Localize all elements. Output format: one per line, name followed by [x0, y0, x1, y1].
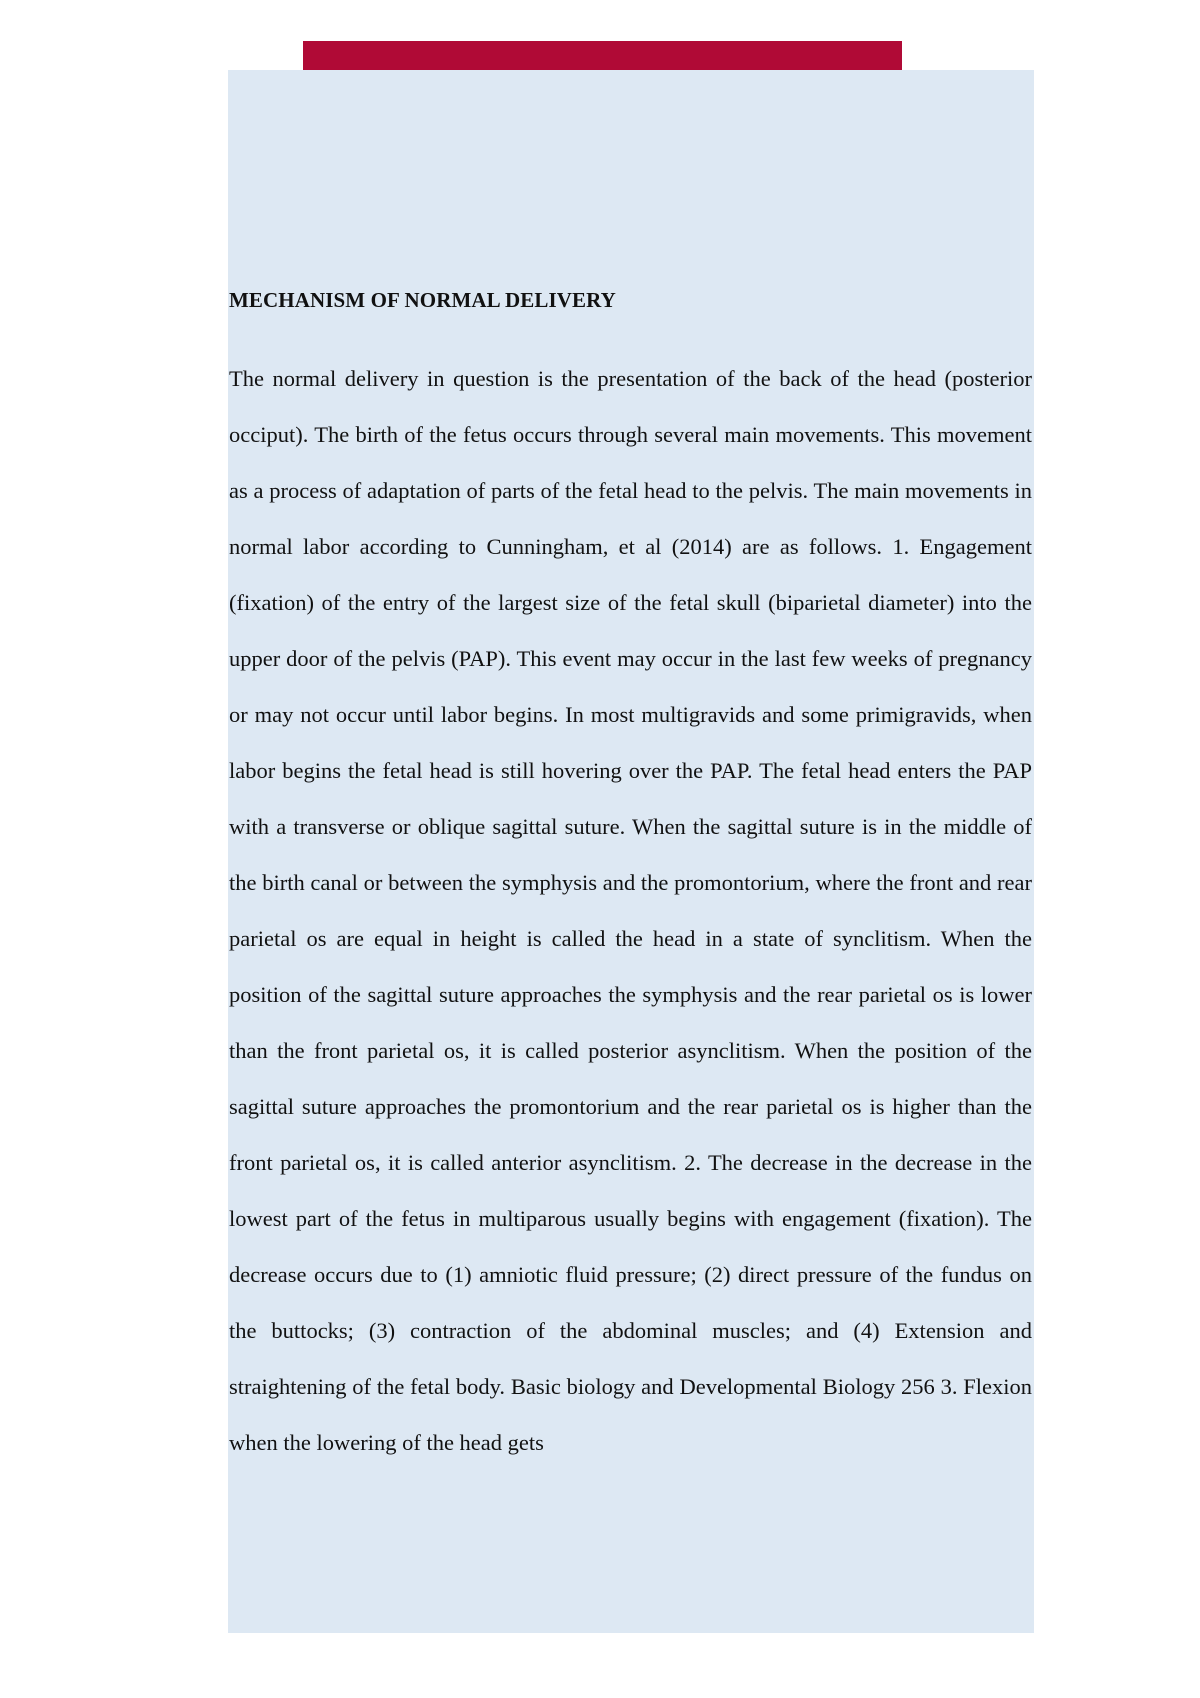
document-title: MECHANISM OF NORMAL DELIVERY	[229, 288, 616, 312]
document-body-paragraph: The normal delivery in question is the presentation of the back of the head (posterior occiput). The birth of the fetus occurs through several main movements. This movement as a process of adaptation of parts of the fetal head to the pelvis. The main movements in normal labor according to Cunningham, et al (2014) are as follows. 1. Engagement (fixation) of the entry of the largest size of the fetal skull (biparietal diameter) into the upper door of the pelvis (PAP). This event may occur in the last few weeks of pregnancy or may not occur until labor begins. In most multigravids and some primigravids, when labor begins the fetal head is still hovering over the PAP. The fetal head enters the PAP with a transverse or oblique sagittal suture. When the sagittal suture is in the middle of the birth canal or between the symphysis and the promontorium, where the front and rear parietal os are equal in height is called the head in a state of synclitism. When the position of the sagittal suture approaches the symphysis and the rear parietal os is lower than the front parietal os, it is called posterior asynclitism. When the position of the sagittal suture approaches the promontorium and the rear parietal os is higher than the front parietal os, it is called anterior asynclitism. 2. The decrease in the decrease in the lowest part of the fetus in multiparous usually begins with engagement (fixation). The decrease occurs due to (1) amniotic fluid pressure; (2) direct pressure of the fundus on the buttocks; (3) contraction of the abdominal muscles; and (4) Extension and straightening of the fetal body. Basic biology and Developmental Biology 256 3. Flexion when the lowering of the head gets	[229, 366, 1032, 1455]
document-content	[229, 285, 1032, 1471]
header-accent-bar	[303, 41, 902, 70]
